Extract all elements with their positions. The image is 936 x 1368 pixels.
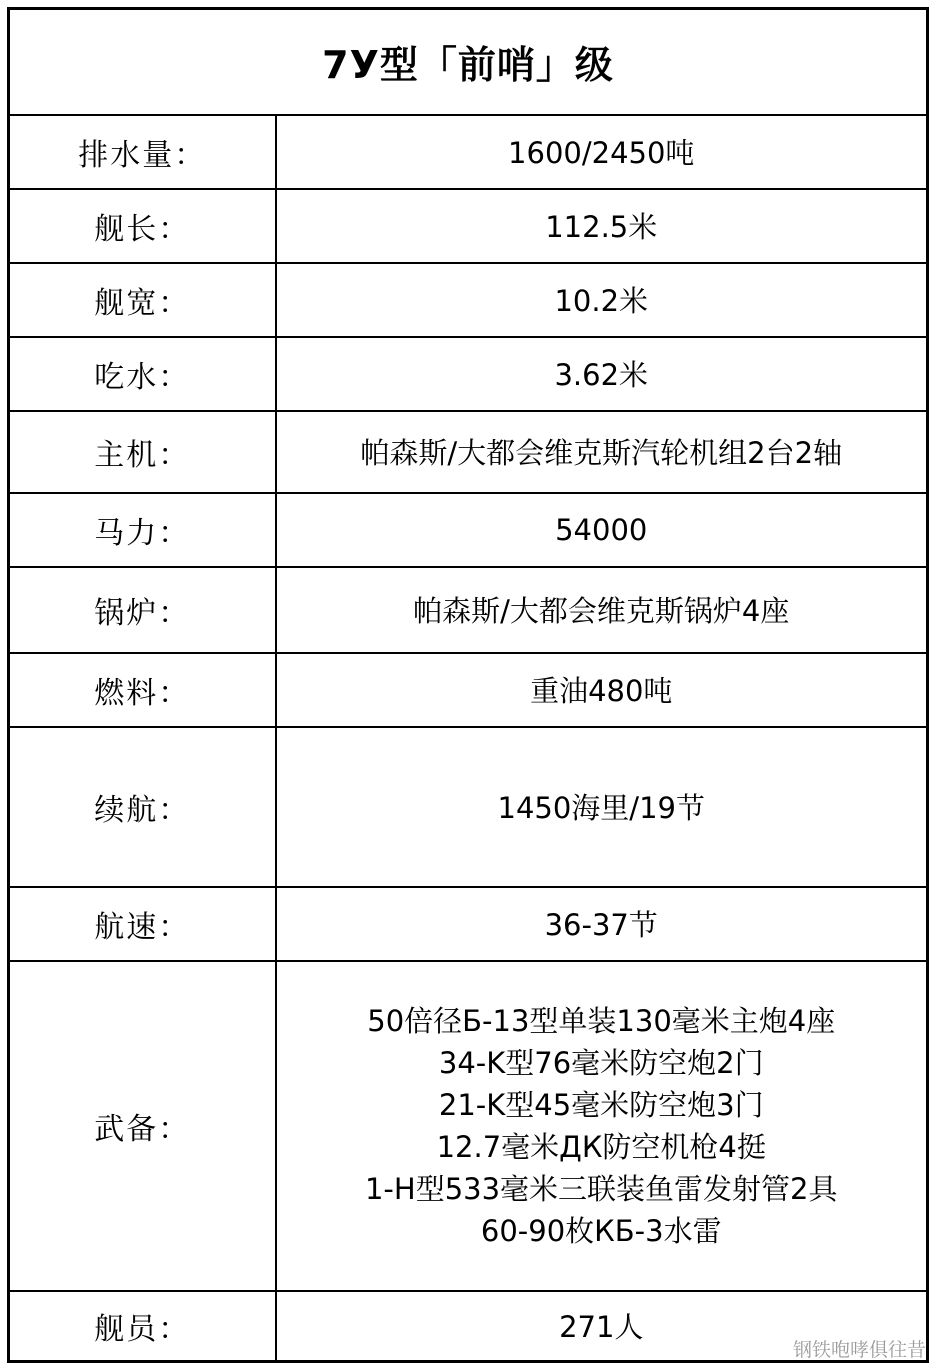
row-label-displacement: 排水量： bbox=[9, 115, 276, 189]
table-row bbox=[9, 653, 928, 727]
armament-line: 21-K型45毫米防空炮3门 bbox=[438, 1087, 764, 1122]
table-row bbox=[9, 263, 928, 337]
row-value-speed: 36-37节 bbox=[276, 887, 928, 961]
armament-line: 1-H型533毫米三联装鱼雷发射管2具 bbox=[364, 1171, 838, 1206]
row-value-range: 1450海里/19节 bbox=[276, 727, 928, 887]
armament-line: 60-90枚КБ-3水雷 bbox=[480, 1213, 722, 1248]
row-label-crew: 舰员： bbox=[9, 1291, 276, 1362]
row-label-draft: 吃水： bbox=[9, 337, 276, 411]
table-title: 7У型「前哨」级 bbox=[9, 9, 928, 115]
row-label-length: 舰长： bbox=[9, 189, 276, 263]
title-row bbox=[9, 9, 928, 115]
row-label-fuel: 燃料： bbox=[9, 653, 276, 727]
armament-line: 34-K型76毫米防空炮2门 bbox=[438, 1045, 764, 1080]
watermark-text: 钢铁咆哮俱往昔 bbox=[792, 1339, 926, 1361]
armament-line: 50倍径Б-13型单装130毫米主炮4座 bbox=[367, 1003, 836, 1038]
row-label-machinery: 主机： bbox=[9, 411, 276, 493]
table-row bbox=[9, 115, 928, 189]
row-value-crew: 271人 bbox=[276, 1291, 928, 1362]
row-label-beam: 舰宽： bbox=[9, 263, 276, 337]
table-row bbox=[9, 493, 928, 567]
row-label-boilers: 锅炉： bbox=[9, 567, 276, 653]
row-value-armament bbox=[276, 961, 928, 1291]
row-value-draft: 3.62米 bbox=[276, 337, 928, 411]
row-value-displacement: 1600/2450吨 bbox=[276, 115, 928, 189]
table-row bbox=[9, 887, 928, 961]
table-row bbox=[9, 411, 928, 493]
row-label-range: 续航： bbox=[9, 727, 276, 887]
row-value-fuel: 重油480吨 bbox=[276, 653, 928, 727]
row-value-beam: 10.2米 bbox=[276, 263, 928, 337]
row-value-boilers: 帕森斯/大都会维克斯锅炉4座 bbox=[276, 567, 928, 653]
row-value-length: 112.5米 bbox=[276, 189, 928, 263]
table-row bbox=[9, 1291, 928, 1362]
spec-table bbox=[7, 7, 929, 1363]
table-row bbox=[9, 189, 928, 263]
row-label-armament: 武备： bbox=[9, 961, 276, 1291]
row-label-horsepower: 马力： bbox=[9, 493, 276, 567]
table-row bbox=[9, 961, 928, 1291]
row-value-horsepower: 54000 bbox=[276, 493, 928, 567]
table-row bbox=[9, 337, 928, 411]
armament-line: 12.7毫米ДК防空机枪4挺 bbox=[436, 1129, 766, 1164]
table-row bbox=[9, 567, 928, 653]
table-row bbox=[9, 727, 928, 887]
row-value-machinery: 帕森斯/大都会维克斯汽轮机组2台2轴 bbox=[276, 411, 928, 493]
row-label-speed: 航速： bbox=[9, 887, 276, 961]
